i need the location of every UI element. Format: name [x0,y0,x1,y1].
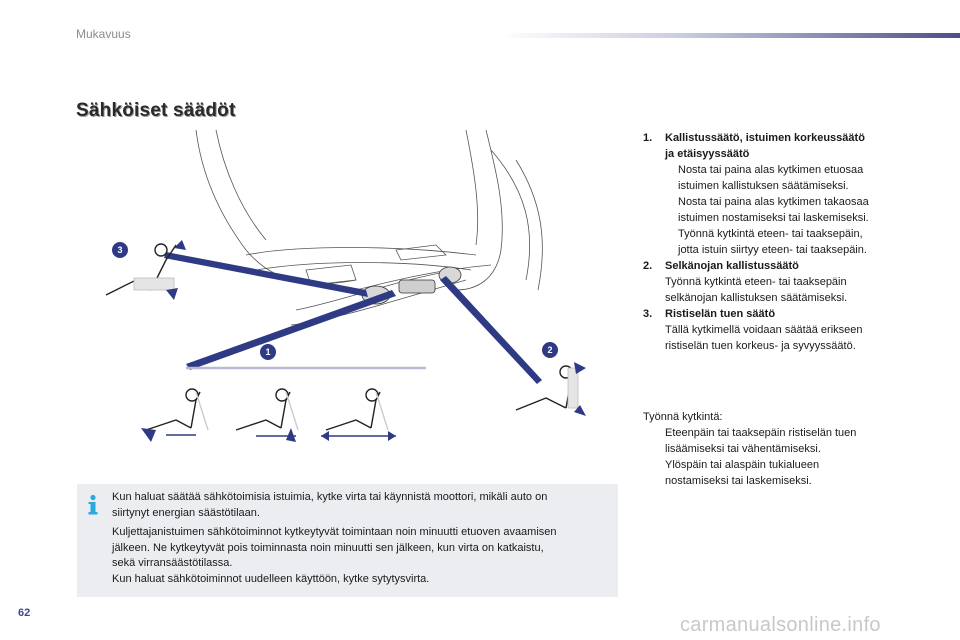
item-text: Työnnä kytkintä eteen- tai taaksepäin selkänojan kallistuksen säätämiseksi. [665,276,848,304]
bullet-icon [643,457,665,489]
list-item: Eteenpäin tai taaksepäin ristiselän tuen lisäämiseksi tai vähentämiseksi. [643,425,943,457]
bullet-icon [665,162,678,194]
item-title: Selkänojan kallistussäätö [665,260,799,272]
callout-2-label: 2 [547,345,553,355]
item-text: Tällä kytkimellä voidaan säätää erikseen ristiselän tuen korkeus- ja syvyyssäätö. [665,324,863,352]
header-rule [500,33,960,38]
item-title: Kallistussäätö, istuimen korkeussäätö [665,132,865,144]
item-number: 1. [643,132,653,144]
item-3 [643,306,943,354]
info-paragraph: Kun haluat säätää sähkötoimisia istuimia, kytke virta tai käynnistä moottori, mikäli auto on siirtynyt energian säästötilaan. [112,491,548,519]
info-box [77,484,618,597]
callout-3-label: 3 [117,245,123,255]
tilt-pictogram [141,389,208,442]
item-title-continued: ja etäisyyssäätö [665,148,750,160]
section-label: Mukavuus [76,27,131,41]
item-number: 3. [643,308,653,320]
info-text [112,490,612,591]
list-item: Ylöspäin tai alaspäin tukialueen nostamiseksi tai laskemiseksi. [643,457,943,489]
callout-1-label: 1 [265,347,271,357]
page-title: Sähköiset säädöt [76,100,236,121]
item-2 [643,258,943,306]
lumbar-intro: Työnnä kytkintä: [643,411,723,423]
bullet-icon [665,194,678,226]
fore-aft-pictogram [321,389,396,441]
list-item: Työnnä kytkintä eteen- tai taaksepäin, jotta istuin siirtyy eteen- tai taaksepäin. [643,226,943,258]
watermark: carmanualsonline.info [680,614,881,636]
item-title: Ristiselän tuen säätö [665,308,776,320]
lumbar-instructions [643,409,943,489]
list-item: Nosta tai paina alas kytkimen etuosaa istuimen kallistuksen säätämiseksi. [643,162,943,194]
bullet-icon [643,425,665,457]
info-paragraph: Kuljettajanistuimen sähkötoiminnot kytkeytyvät toimintaan noin minuutti etuoven avaamisen jälkeen. Ne kytkeytyvät pois toiminnasta noin minuutti sen jälkeen, kun virta on katkaistu, sekä virransäästötilassa. Kun haluat sähkötoiminnot uudelleen käyttöön, kytke sytytysvirta. [112,526,557,585]
list-item: Nosta tai paina alas kytkimen takaosaa istuimen nostamiseksi tai laskemiseksi. [643,194,943,226]
bullet-icon [665,226,678,258]
page-number: 62 [18,607,31,619]
info-icon [86,494,100,516]
item-number: 2. [643,260,653,272]
item-1 [643,130,943,258]
height-pictogram [236,389,298,442]
seat-illustration [96,130,626,450]
adjustment-list [643,130,943,354]
